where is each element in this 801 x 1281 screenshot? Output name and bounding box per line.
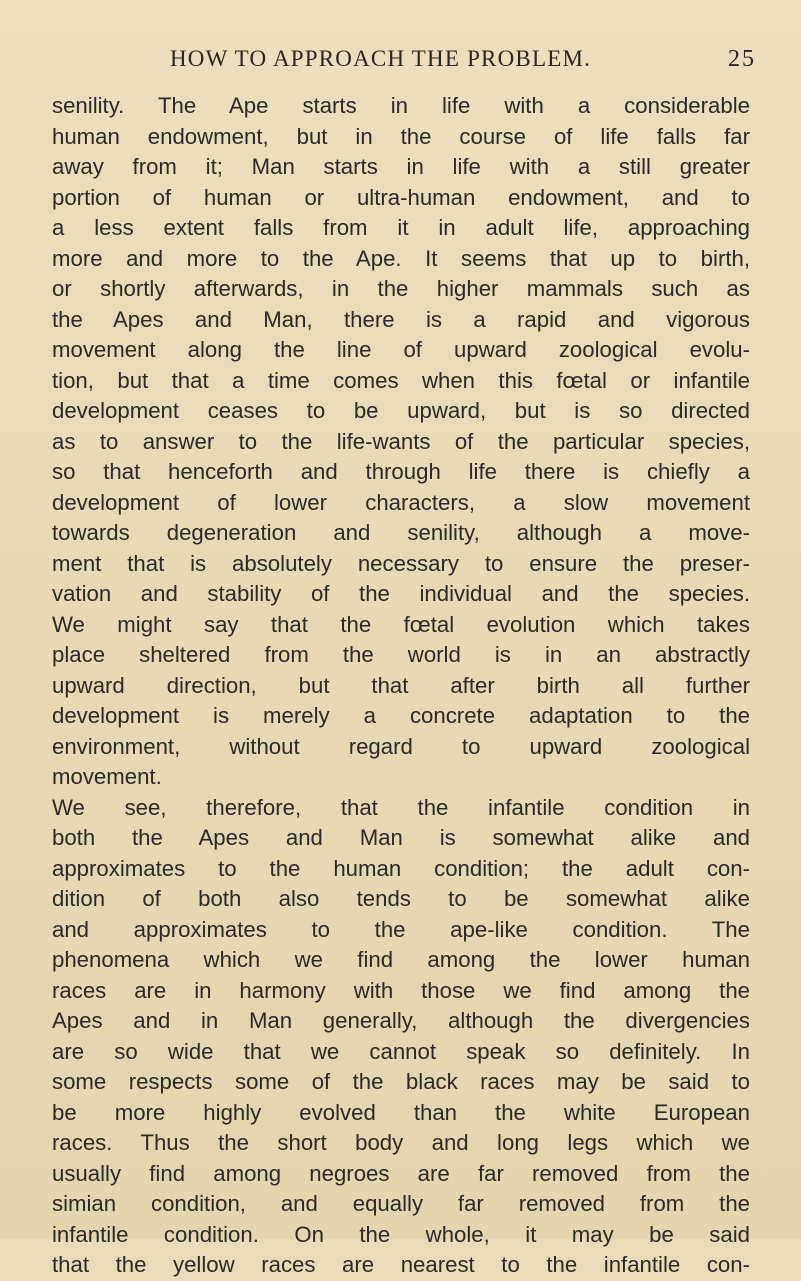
text-line: development is merely a concrete adaptation to the bbox=[52, 703, 750, 728]
text-line: both the Apes and Man is somewhat alike and bbox=[52, 825, 750, 850]
text-line: towards degeneration and senility, although a move- bbox=[52, 520, 750, 545]
text-line: tion, but that a time comes when this fœtal or infantile bbox=[52, 367, 750, 393]
text-line: dition of both also tends to be somewhat alike bbox=[52, 886, 750, 911]
text-line: infantile condition. On the whole, it may be said bbox=[52, 1221, 750, 1247]
text-line: development of lower characters, a slow movement bbox=[52, 489, 750, 515]
text-line: simian condition, and equally far removed from the bbox=[52, 1191, 750, 1216]
text-line: human endowment, but in the course of life falls far bbox=[52, 123, 750, 149]
text-line: environment, without regard to upward zoological bbox=[52, 733, 750, 759]
text-line: We see, therefore, that the infantile condition in bbox=[52, 794, 750, 820]
text-line: more and more to the Ape. It seems that up to birth, bbox=[52, 245, 750, 271]
text-line: and approximates to the ape-like condition. The bbox=[52, 916, 750, 942]
text-line: or shortly afterwards, in the higher mammals such as bbox=[52, 276, 750, 301]
text-line: place sheltered from the world is in an abstractly bbox=[52, 642, 750, 667]
text-line: away from it; Man starts in life with a still greater bbox=[52, 154, 750, 179]
text-line: vation and stability of the individual and the species. bbox=[52, 581, 750, 606]
page-number: 25 bbox=[728, 46, 756, 72]
text-line: ment that is absolutely necessary to ensure the preser- bbox=[52, 550, 750, 576]
text-line: races. Thus the short body and long legs which we bbox=[52, 1130, 750, 1155]
text-line: approximates to the human condition; the adult con- bbox=[52, 855, 750, 881]
text-line: some respects some of the black races may be said to bbox=[52, 1069, 750, 1094]
running-title: HOW TO APPROACH THE PROBLEM. bbox=[170, 46, 592, 71]
text-line: as to answer to the life-wants of the particular species, bbox=[52, 428, 750, 454]
text-line: be more highly evolved than the white European bbox=[52, 1099, 750, 1125]
text-line: races are in harmony with those we find among the bbox=[52, 977, 750, 1003]
text-line: movement along the line of upward zoological evolu- bbox=[52, 337, 750, 362]
text-line: are so wide that we cannot speak so definitely. In bbox=[52, 1038, 750, 1064]
body-text bbox=[52, 91, 750, 1281]
text-line: phenomena which we find among the lower human bbox=[52, 947, 750, 972]
text-line: upward direction, but that after birth all further bbox=[52, 672, 750, 698]
text-line: Apes and in Man generally, although the divergencies bbox=[52, 1008, 750, 1033]
text-line: a less extent falls from it in adult life, approaching bbox=[52, 215, 750, 240]
text-line: development ceases to be upward, but is so directed bbox=[52, 398, 750, 423]
text-line: senility. The Ape starts in life with a considerable bbox=[52, 93, 750, 118]
text-line: movement. bbox=[52, 764, 162, 789]
text-line: portion of human or ultra-human endowment, and to bbox=[52, 184, 750, 210]
text-line: the Apes and Man, there is a rapid and vigorous bbox=[52, 306, 750, 332]
text-line: We might say that the fœtal evolution which takes bbox=[52, 611, 750, 637]
page-header bbox=[0, 40, 801, 80]
text-line: that the yellow races are nearest to the infantile con- bbox=[52, 1252, 750, 1277]
text-line: so that henceforth and through life there is chiefly a bbox=[52, 459, 750, 484]
text-line: usually find among negroes are far removed from the bbox=[52, 1160, 750, 1186]
